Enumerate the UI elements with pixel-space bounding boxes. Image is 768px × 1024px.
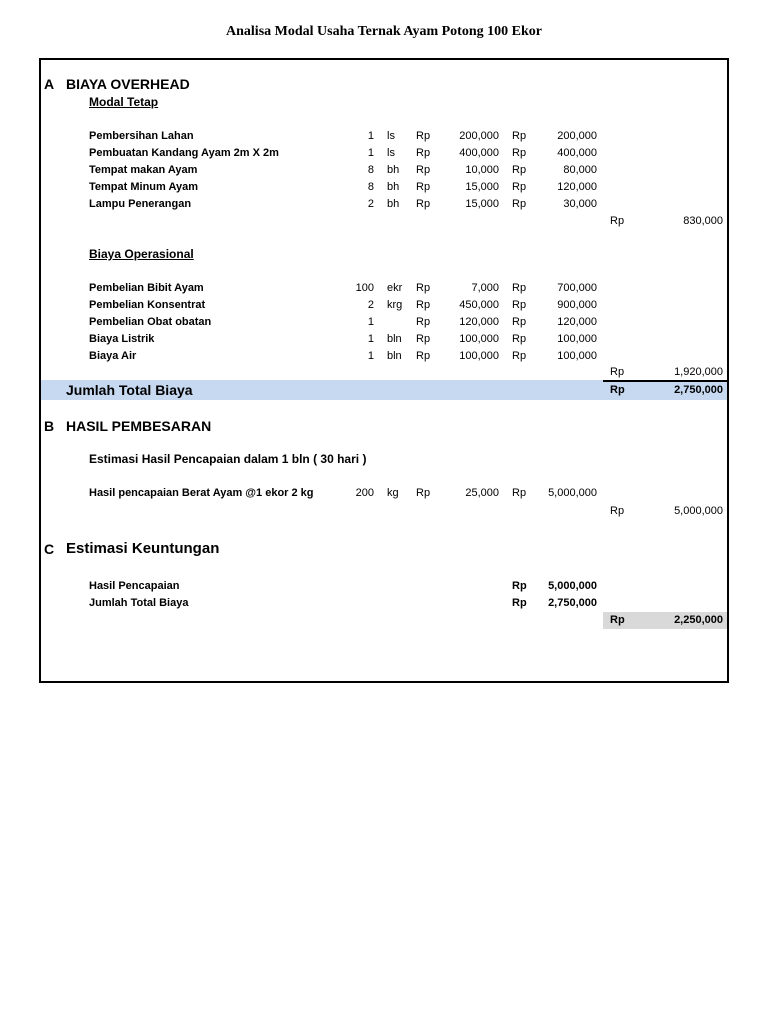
item-amount: 100,000 <box>557 350 597 362</box>
item-unit: bh <box>387 164 400 176</box>
jumlah-total-row <box>41 380 727 400</box>
item-currency: Rp <box>416 487 431 499</box>
item-amount: 2,750,000 <box>548 597 597 609</box>
item-currency: Rp <box>416 147 431 159</box>
item-amount: 900,000 <box>557 299 597 311</box>
item-qty: 100 <box>355 282 374 294</box>
section-c-letter: C <box>44 541 55 557</box>
item-qty: 1 <box>367 130 374 142</box>
table-row <box>41 487 727 504</box>
item-label: Hasil Pencapaian <box>89 580 180 592</box>
section-a-title: BIAYA OVERHEAD <box>66 76 190 92</box>
item-price: 200,000 <box>459 130 499 142</box>
modal-tetap-subtotal-row <box>41 215 727 232</box>
item-label: Pembelian Obat obatan <box>89 316 212 328</box>
item-currency: Rp <box>416 282 431 294</box>
section-b-title: HASIL PEMBESARAN <box>66 418 212 434</box>
item-unit: krg <box>387 299 403 311</box>
item-unit: ls <box>387 130 395 142</box>
item-qty: 8 <box>367 181 374 193</box>
item-price: 15,000 <box>465 198 499 210</box>
item-label: Jumlah Total Biaya <box>89 597 189 609</box>
item-amount: 120,000 <box>557 181 597 193</box>
item-unit: bln <box>387 350 402 362</box>
total-underline <box>603 380 727 382</box>
item-price: 15,000 <box>465 181 499 193</box>
subtotal-currency: Rp <box>610 505 625 517</box>
profit-currency: Rp <box>610 614 625 626</box>
item-label: Hasil pencapaian Berat Ayam @1 ekor 2 kg <box>89 487 314 499</box>
section-b-letter: B <box>44 418 55 434</box>
table-row <box>41 198 727 215</box>
modal-tetap-title: Modal Tetap <box>89 95 159 109</box>
item-amount: 700,000 <box>557 282 597 294</box>
item-amount: 100,000 <box>557 333 597 345</box>
table-row <box>41 333 727 350</box>
item-price: 10,000 <box>465 164 499 176</box>
item-currency: Rp <box>512 198 527 210</box>
item-unit: ls <box>387 147 395 159</box>
item-currency: Rp <box>512 333 527 345</box>
section-c-title: Estimasi Keuntungan <box>66 540 220 557</box>
subtotal-amount: 5,000,000 <box>674 505 723 517</box>
item-currency: Rp <box>416 333 431 345</box>
item-currency: Rp <box>416 316 431 328</box>
biaya-operasional-title: Biaya Operasional <box>89 247 194 261</box>
item-qty: 1 <box>367 333 374 345</box>
table-row <box>41 181 727 198</box>
table-row <box>41 350 727 367</box>
item-label: Biaya Listrik <box>89 333 155 345</box>
item-price: 400,000 <box>459 147 499 159</box>
item-currency: Rp <box>512 299 527 311</box>
item-currency: Rp <box>512 164 527 176</box>
item-amount: 80,000 <box>563 164 597 176</box>
item-label: Tempat Minum Ayam <box>89 181 198 193</box>
subtotal-amount: 830,000 <box>683 215 723 227</box>
item-price: 100,000 <box>459 350 499 362</box>
item-currency: Rp <box>512 181 527 193</box>
item-amount: 200,000 <box>557 130 597 142</box>
profit-result-cell <box>603 612 727 629</box>
item-currency: Rp <box>512 350 527 362</box>
item-amount: 30,000 <box>563 198 597 210</box>
item-price: 25,000 <box>465 487 499 499</box>
profit-amount: 2,250,000 <box>674 614 723 626</box>
item-unit: bh <box>387 181 400 193</box>
item-amount: 120,000 <box>557 316 597 328</box>
table-row <box>41 164 727 181</box>
subtotal-currency: Rp <box>610 366 625 378</box>
item-currency: Rp <box>512 597 527 609</box>
item-qty: 2 <box>367 198 374 210</box>
item-price: 7,000 <box>471 282 499 294</box>
item-currency: Rp <box>512 316 527 328</box>
item-price: 100,000 <box>459 333 499 345</box>
jumlah-total-amount: 2,750,000 <box>674 384 723 396</box>
item-qty: 2 <box>367 299 374 311</box>
item-qty: 1 <box>367 316 374 328</box>
item-amount: 400,000 <box>557 147 597 159</box>
item-currency: Rp <box>416 164 431 176</box>
subtotal-currency: Rp <box>610 215 625 227</box>
document-title: Analisa Modal Usaha Ternak Ayam Potong 100 Ekor <box>226 24 542 39</box>
cost-analysis-table <box>39 58 729 683</box>
item-amount: 5,000,000 <box>548 487 597 499</box>
item-label: Biaya Air <box>89 350 137 362</box>
item-currency: Rp <box>416 181 431 193</box>
item-label: Pembelian Bibit Ayam <box>89 282 204 294</box>
item-currency: Rp <box>512 580 527 592</box>
item-unit: ekr <box>387 282 403 294</box>
item-qty: 8 <box>367 164 374 176</box>
item-label: Pembersihan Lahan <box>89 130 194 142</box>
item-label: Tempat makan Ayam <box>89 164 198 176</box>
item-price: 450,000 <box>459 299 499 311</box>
item-currency: Rp <box>416 299 431 311</box>
item-currency: Rp <box>416 198 431 210</box>
table-row <box>41 147 727 164</box>
item-label: Pembelian Konsentrat <box>89 299 206 311</box>
item-currency: Rp <box>512 147 527 159</box>
item-qty: 200 <box>355 487 374 499</box>
item-currency: Rp <box>512 487 527 499</box>
item-currency: Rp <box>512 130 527 142</box>
item-price: 120,000 <box>459 316 499 328</box>
item-currency: Rp <box>416 130 431 142</box>
section-b-subtitle: Estimasi Hasil Pencapaian dalam 1 bln ( 30 hari ) <box>89 452 367 466</box>
table-row <box>41 282 727 299</box>
item-unit: bln <box>387 333 402 345</box>
section-a-letter: A <box>44 76 55 92</box>
jumlah-total-currency: Rp <box>610 384 625 396</box>
item-unit: kg <box>387 487 399 499</box>
item-qty: 1 <box>367 350 374 362</box>
subtotal-amount: 1,920,000 <box>674 366 723 378</box>
item-label: Lampu Penerangan <box>89 198 192 210</box>
item-qty: 1 <box>367 147 374 159</box>
item-amount: 5,000,000 <box>548 580 597 592</box>
table-row <box>41 130 727 147</box>
item-label: Pembuatan Kandang Ayam 2m X 2m <box>89 147 279 159</box>
jumlah-total-label: Jumlah Total Biaya <box>66 382 193 398</box>
item-currency: Rp <box>416 350 431 362</box>
table-row <box>41 316 727 333</box>
table-row <box>41 580 727 597</box>
section-b-subtotal-row <box>41 505 727 522</box>
table-row <box>41 299 727 316</box>
item-currency: Rp <box>512 282 527 294</box>
item-unit: bh <box>387 198 400 210</box>
